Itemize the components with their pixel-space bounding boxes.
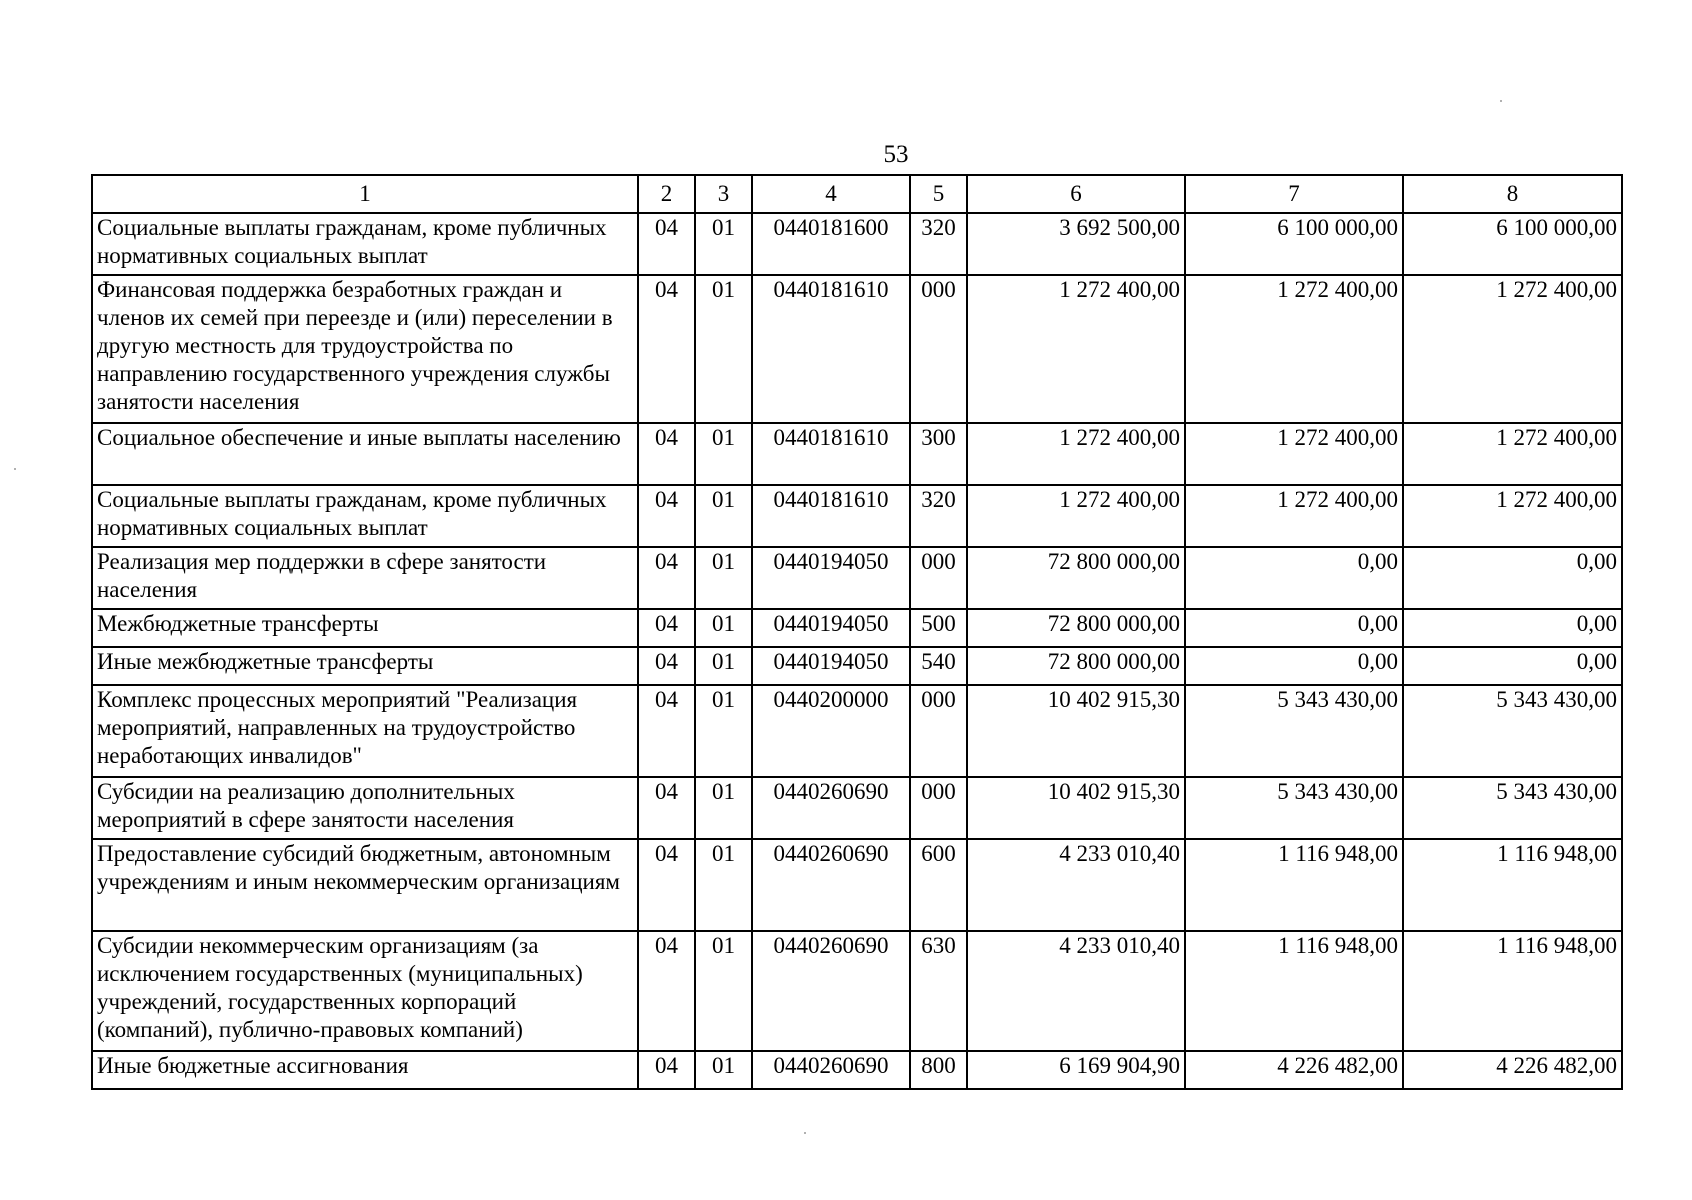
row-section: 04 bbox=[638, 685, 695, 777]
row-section: 04 bbox=[638, 931, 695, 1051]
table-row bbox=[92, 647, 1622, 685]
row-amount-col7: 4 226 482,00 bbox=[1185, 1051, 1403, 1089]
row-target-code: 0440181610 bbox=[752, 423, 910, 485]
row-amount-col8: 1 272 400,00 bbox=[1403, 485, 1622, 547]
row-target-code: 0440194050 bbox=[752, 609, 910, 647]
row-amount-col6: 1 272 400,00 bbox=[967, 423, 1185, 485]
row-amount-col6: 3 692 500,00 bbox=[967, 213, 1185, 275]
row-amount-col8: 0,00 bbox=[1403, 609, 1622, 647]
table-row bbox=[92, 485, 1622, 547]
row-name: Социальные выплаты гражданам, кроме публичных нормативных социальных выплат bbox=[92, 485, 638, 547]
row-name: Иные межбюджетные трансферты bbox=[92, 647, 638, 685]
row-name: Предоставление субсидий бюджетным, автономным учреждениям и иным некоммерческим организациям bbox=[92, 839, 638, 931]
row-section: 04 bbox=[638, 213, 695, 275]
row-subsection: 01 bbox=[695, 1051, 752, 1089]
row-amount-col8: 1 272 400,00 bbox=[1403, 275, 1622, 423]
row-section: 04 bbox=[638, 423, 695, 485]
row-amount-col7: 1 116 948,00 bbox=[1185, 931, 1403, 1051]
row-subsection: 01 bbox=[695, 485, 752, 547]
row-amount-col7: 1 116 948,00 bbox=[1185, 839, 1403, 931]
row-expense-type: 630 bbox=[910, 931, 967, 1051]
row-expense-type: 000 bbox=[910, 547, 967, 609]
row-expense-type: 000 bbox=[910, 777, 967, 839]
row-amount-col6: 4 233 010,40 bbox=[967, 839, 1185, 931]
row-name: Социальные выплаты гражданам, кроме публичных нормативных социальных выплат bbox=[92, 213, 638, 275]
page-number: 53 bbox=[883, 141, 909, 168]
scan-speck bbox=[804, 1132, 806, 1134]
row-section: 04 bbox=[638, 609, 695, 647]
row-target-code: 0440260690 bbox=[752, 777, 910, 839]
row-expense-type: 000 bbox=[910, 275, 967, 423]
row-amount-col8: 5 343 430,00 bbox=[1403, 685, 1622, 777]
row-amount-col7: 5 343 430,00 bbox=[1185, 777, 1403, 839]
row-section: 04 bbox=[638, 275, 695, 423]
row-amount-col6: 10 402 915,30 bbox=[967, 777, 1185, 839]
row-expense-type: 600 bbox=[910, 839, 967, 931]
row-section: 04 bbox=[638, 839, 695, 931]
header-cell: 8 bbox=[1403, 175, 1622, 213]
header-cell: 7 bbox=[1185, 175, 1403, 213]
row-name: Финансовая поддержка безработных граждан и членов их семей при переезде и (или) переселении в другую местность для трудоустройства по направлению государственного учреждения службы занятости населения bbox=[92, 275, 638, 423]
row-target-code: 0440260690 bbox=[752, 931, 910, 1051]
row-name: Комплекс процессных мероприятий "Реализация мероприятий, направленных на трудоустройство неработающих инвалидов" bbox=[92, 685, 638, 777]
row-target-code: 0440194050 bbox=[752, 547, 910, 609]
row-amount-col7: 1 272 400,00 bbox=[1185, 423, 1403, 485]
row-amount-col8: 6 100 000,00 bbox=[1403, 213, 1622, 275]
row-amount-col7: 0,00 bbox=[1185, 609, 1403, 647]
header-cell: 1 bbox=[92, 175, 638, 213]
row-amount-col8: 1 116 948,00 bbox=[1403, 931, 1622, 1051]
table-row bbox=[92, 1051, 1622, 1089]
row-amount-col6: 1 272 400,00 bbox=[967, 485, 1185, 547]
row-amount-col8: 1 116 948,00 bbox=[1403, 839, 1622, 931]
header-cell: 6 bbox=[967, 175, 1185, 213]
row-name: Субсидии на реализацию дополнительных мероприятий в сфере занятости населения bbox=[92, 777, 638, 839]
row-section: 04 bbox=[638, 647, 695, 685]
row-target-code: 0440200000 bbox=[752, 685, 910, 777]
row-subsection: 01 bbox=[695, 213, 752, 275]
row-subsection: 01 bbox=[695, 777, 752, 839]
row-subsection: 01 bbox=[695, 839, 752, 931]
row-subsection: 01 bbox=[695, 423, 752, 485]
table-row bbox=[92, 275, 1622, 423]
row-expense-type: 300 bbox=[910, 423, 967, 485]
row-expense-type: 500 bbox=[910, 609, 967, 647]
row-amount-col6: 72 800 000,00 bbox=[967, 647, 1185, 685]
row-amount-col6: 1 272 400,00 bbox=[967, 275, 1185, 423]
row-expense-type: 000 bbox=[910, 685, 967, 777]
row-amount-col8: 0,00 bbox=[1403, 647, 1622, 685]
row-amount-col6: 72 800 000,00 bbox=[967, 547, 1185, 609]
row-amount-col7: 0,00 bbox=[1185, 647, 1403, 685]
table-row bbox=[92, 547, 1622, 609]
row-name: Иные бюджетные ассигнования bbox=[92, 1051, 638, 1089]
row-amount-col8: 4 226 482,00 bbox=[1403, 1051, 1622, 1089]
row-name: Межбюджетные трансферты bbox=[92, 609, 638, 647]
row-amount-col6: 72 800 000,00 bbox=[967, 609, 1185, 647]
row-amount-col8: 0,00 bbox=[1403, 547, 1622, 609]
header-row bbox=[92, 175, 1622, 213]
row-amount-col7: 5 343 430,00 bbox=[1185, 685, 1403, 777]
row-amount-col6: 10 402 915,30 bbox=[967, 685, 1185, 777]
header-cell: 3 bbox=[695, 175, 752, 213]
row-target-code: 0440181600 bbox=[752, 213, 910, 275]
row-expense-type: 800 bbox=[910, 1051, 967, 1089]
table-row bbox=[92, 685, 1622, 777]
table-row bbox=[92, 839, 1622, 931]
row-section: 04 bbox=[638, 485, 695, 547]
row-target-code: 0440194050 bbox=[752, 647, 910, 685]
row-target-code: 0440181610 bbox=[752, 275, 910, 423]
row-amount-col7: 1 272 400,00 bbox=[1185, 275, 1403, 423]
row-subsection: 01 bbox=[695, 547, 752, 609]
row-amount-col6: 6 169 904,90 bbox=[967, 1051, 1185, 1089]
budget-table bbox=[91, 174, 1623, 1090]
row-amount-col6: 4 233 010,40 bbox=[967, 931, 1185, 1051]
row-amount-col7: 1 272 400,00 bbox=[1185, 485, 1403, 547]
row-subsection: 01 bbox=[695, 609, 752, 647]
row-amount-col8: 1 272 400,00 bbox=[1403, 423, 1622, 485]
row-amount-col8: 5 343 430,00 bbox=[1403, 777, 1622, 839]
row-subsection: 01 bbox=[695, 275, 752, 423]
row-target-code: 0440260690 bbox=[752, 1051, 910, 1089]
row-section: 04 bbox=[638, 547, 695, 609]
table-row bbox=[92, 931, 1622, 1051]
table-body bbox=[92, 213, 1622, 1089]
row-expense-type: 320 bbox=[910, 213, 967, 275]
header-cell: 5 bbox=[910, 175, 967, 213]
header-cell: 4 bbox=[752, 175, 910, 213]
header-cell: 2 bbox=[638, 175, 695, 213]
scan-speck bbox=[1500, 100, 1502, 102]
table-row bbox=[92, 423, 1622, 485]
table-row bbox=[92, 213, 1622, 275]
row-name: Социальное обеспечение и иные выплаты населению bbox=[92, 423, 638, 485]
scan-speck bbox=[14, 468, 16, 470]
row-target-code: 0440260690 bbox=[752, 839, 910, 931]
row-subsection: 01 bbox=[695, 647, 752, 685]
table-row bbox=[92, 777, 1622, 839]
row-expense-type: 320 bbox=[910, 485, 967, 547]
row-section: 04 bbox=[638, 777, 695, 839]
row-name: Субсидии некоммерческим организациям (за исключением государственных (муниципальных) учреждений, государственных корпораций (компаний), публично-правовых компаний) bbox=[92, 931, 638, 1051]
row-amount-col7: 0,00 bbox=[1185, 547, 1403, 609]
row-target-code: 0440181610 bbox=[752, 485, 910, 547]
row-amount-col7: 6 100 000,00 bbox=[1185, 213, 1403, 275]
row-name: Реализация мер поддержки в сфере занятости населения bbox=[92, 547, 638, 609]
row-expense-type: 540 bbox=[910, 647, 967, 685]
row-section: 04 bbox=[638, 1051, 695, 1089]
row-subsection: 01 bbox=[695, 931, 752, 1051]
row-subsection: 01 bbox=[695, 685, 752, 777]
table-row bbox=[92, 609, 1622, 647]
